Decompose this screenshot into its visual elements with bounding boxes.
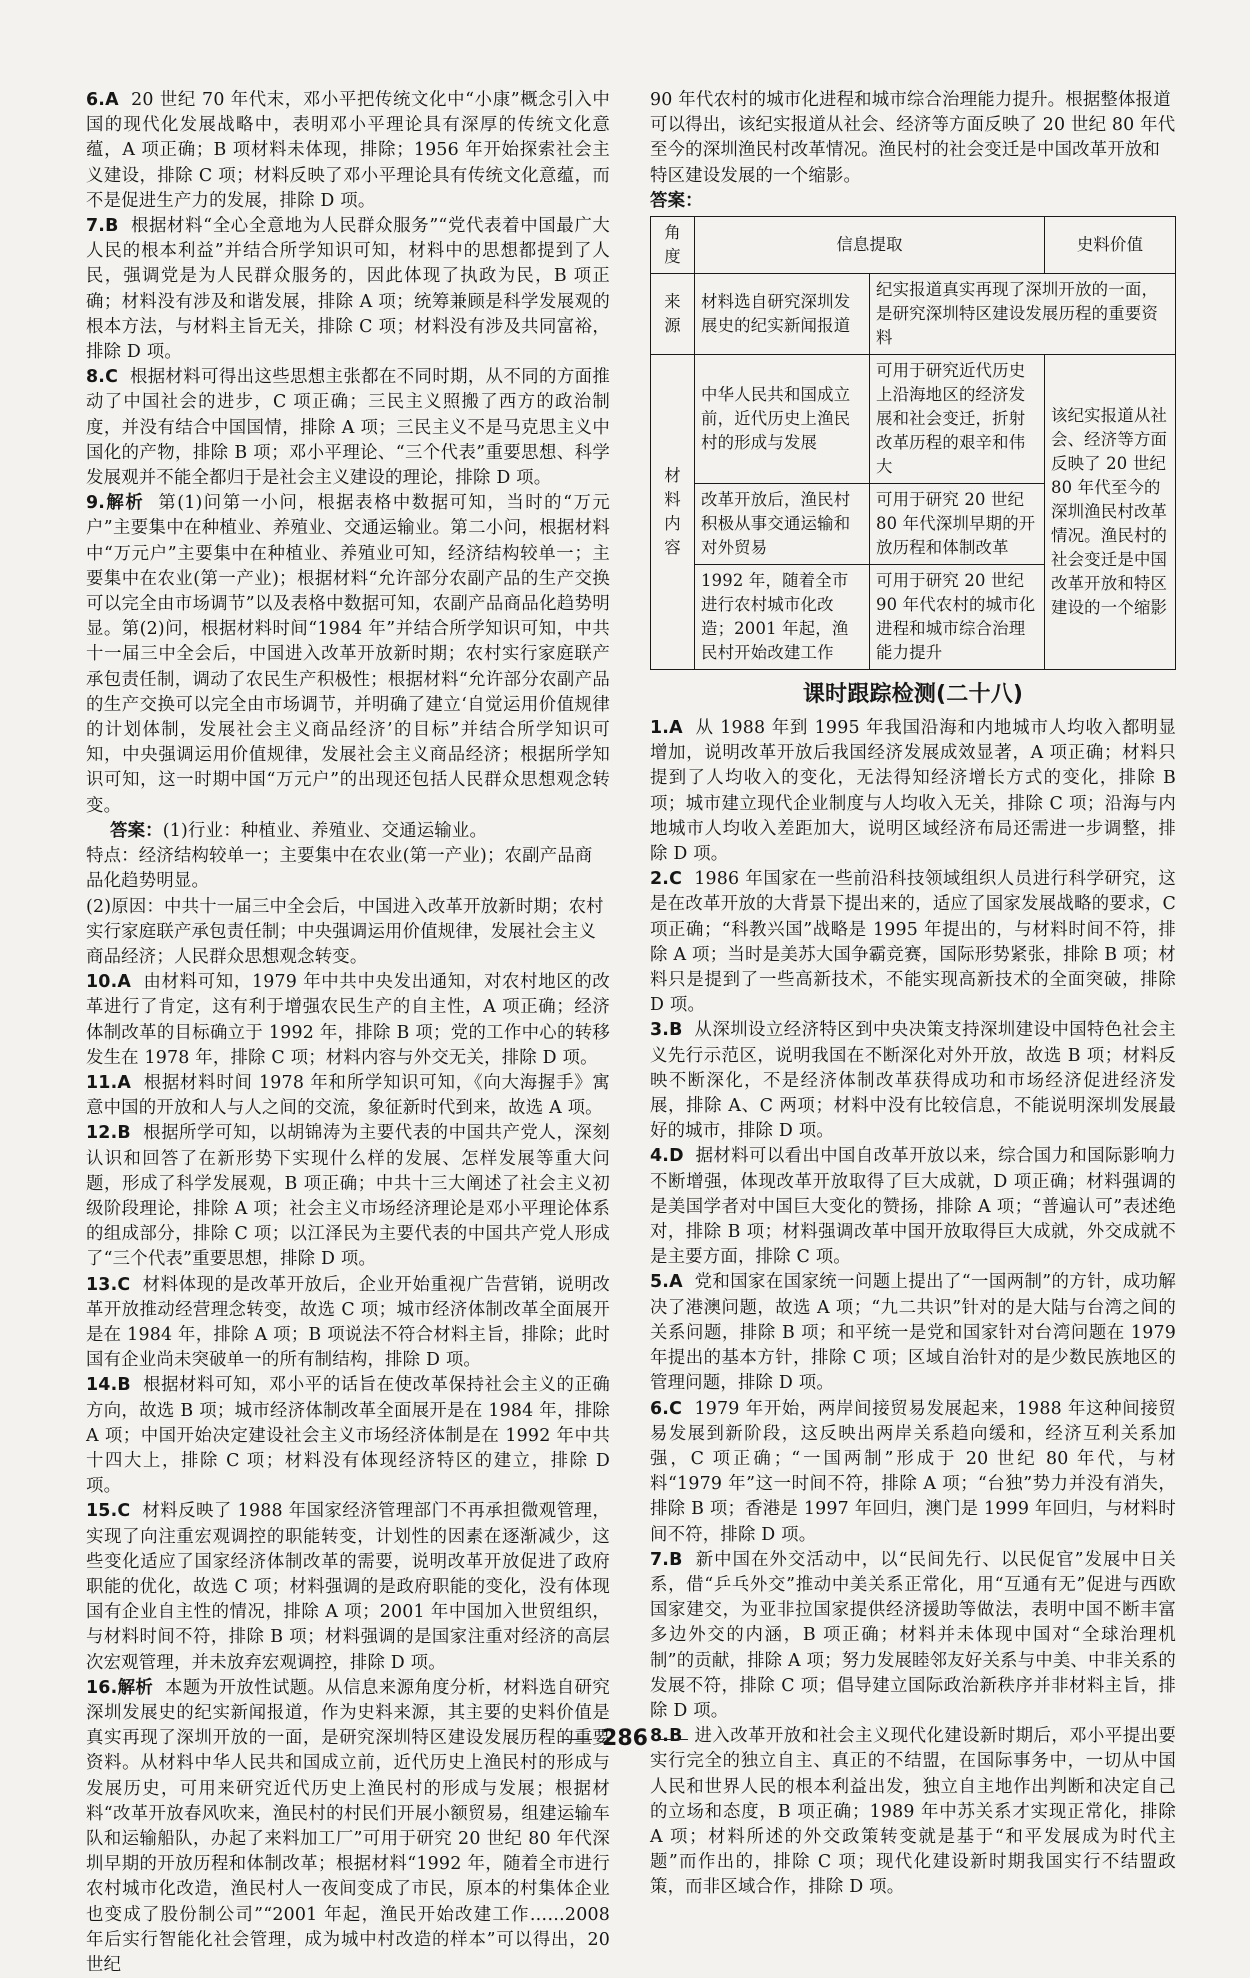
- answer-label: 答案：: [650, 190, 703, 211]
- section-title: 课时跟踪检测(二十八): [802, 682, 1024, 708]
- item-number: 13.C: [86, 1274, 131, 1295]
- item-text: 据材料可以看出中国自改革开放以来，综合国力和国际影响力不断增强，体现改革开放取得了巨大成就，D 项正确；材料强调的是美国学者对中国巨大变化的赞扬，排除 A 项；“普遍认可”表述绝对，排除 B 项；材料强调改革中国开放取得巨大成就，外交成就不是主要方面，排除 C 项。: [650, 1146, 1176, 1268]
- answer-label: 答案：: [110, 820, 163, 841]
- answer-item: [86, 1121, 610, 1272]
- answer-item: [650, 1270, 1176, 1396]
- item-number: 15.C: [86, 1501, 131, 1522]
- answer-item: [86, 1373, 610, 1499]
- item-text: 材料体现的是改革开放后，企业开始重视广告营销，说明改革开放推动经营理念转变，故选 C 项；城市经济体制改革全面展开是在 1984 年，排除 A 项；B 项说法不符合材料主旨，排除；此时国有企业尚未突破单一的所有制结构，排除 D 项。: [86, 1274, 610, 1371]
- item-text: 从 1988 年到 1995 年我国沿海和内地城市人均收入都明显增加，说明改革开放后我国经济发展成效显著，A 项正确；材料只提到了人均收入的变化，无法得知经济增长方式的变化，排除 B 项；城市建立现代企业制度与人均收入无关，排除 C 项；沿海与内地城市人均收入差距加大，说明区域经济布局还需进一步调整，排除 D 项。: [650, 718, 1176, 865]
- answer-item: [650, 1018, 1176, 1144]
- answer-line: 特点：经济结构较单一；主要集中在农业(第一产业)；农副产品商品化趋势明显。: [86, 846, 593, 892]
- answer-block: [86, 819, 610, 844]
- page-number-dash: [562, 1739, 592, 1740]
- item-text: 党和国家在国家统一问题上提出了“一国两制”的方针，成功解决了港澳问题，故选 A 项；“九二共识”针对的是大陆与台湾之间的关系问题，排除 B 项；和平统一是党和国家针对台湾问题在 1979 年提出的基本方针，排除 C 项；区域自治针对的是少数民族地区的管理问题，排除 D 项。: [650, 1272, 1176, 1394]
- item-number: 6.C: [650, 1398, 683, 1419]
- item-number: 2.C: [650, 869, 683, 890]
- answer-item: [650, 1548, 1176, 1724]
- item-number: 5.A: [650, 1272, 683, 1293]
- answer-line: (2)原因：中共十一届三中全会后，中国进入改革开放新时期；农村实行家庭联产承包责任制；中央强调运用价值规律，发展社会主义商品经济；人民群众思想观念转变。: [86, 896, 604, 967]
- item-number: 12.B: [86, 1123, 131, 1144]
- item-text: 根据材料可知，邓小平的话旨在使改革保持社会主义的正确方向，故选 B 项；城市经济体制改革全面展开是在 1984 年，排除 A 项；中国开始决定建设社会主义市场经济体制是在 1992 年中共十四大上，排除 C 项；材料没有体现经济特区的建立，排除 D 项。: [86, 1375, 610, 1497]
- table-row: [651, 274, 1176, 355]
- item-text: 根据材料时间 1978 年和所学知识可知，《向大海握手》寓意中国的开放和人与人之间的交流，象征新时代到来，故选 A 项。: [86, 1072, 610, 1119]
- item-text: 1986 年国家在一些前沿科技领域组织人员进行科学研究，这是在改革开放的大背景下提出来的，适应了国家发展战略的要求，C 项正确；“科教兴国”战略是 1995 年提出的，与材料时间不符，排除 A 项；当时是美苏大国争霸竞赛，国际形势紧张，排除 B 项；材料只是提到了一些高新技术，不能实现高新技术的全面突破，排除 D 项。: [650, 869, 1176, 1016]
- table-cell: 中华人民共和国成立前，近代历史上渔民村的形成与发展: [695, 355, 870, 484]
- page-number-dash: [658, 1739, 688, 1740]
- table-cell: 材料选自研究深圳发展史的纪实新闻报道: [695, 274, 870, 355]
- table-cell: 可用于研究 20 世纪 80 年代深圳早期的开放历程和体制改革: [870, 484, 1045, 565]
- table-cell: 可用于研究近代历史上沿海地区的经济发展和社会变迁，折射改革历程的艰辛和伟大: [870, 355, 1045, 484]
- item-number: 10.A: [86, 972, 132, 993]
- continued-text: 90 年代农村的城市化进程和城市综合治理能力提升。根据整体报道可以得出，该纪实报道从社会、经济等方面反映了 20 世纪 80 年代至今的深圳渔民村改革情况。渔民村的社会变迁是中国改革开放和特区建设发展的一个缩影。: [650, 90, 1176, 186]
- answer-item: [86, 491, 610, 819]
- item-text: 本题为开放性试题。从信息来源角度分析，材料选自研究深圳发展史的纪实新闻报道，作为史料来源，其主要的史料价值是真实再现了深圳开放的一面，是研究深圳特区建设发展历程的重要资料。从材料中华人民共和国成立前，近代历史上渔民村的形成与发展历史，可用来研究近代历史上渔民村的形成与发展；根据材料“改革开放春风吹来，渔民村的村民们开展小额贸易，组建运输车队和运输船队，办起了来料加工厂”可用于研究 20 世纪 80 年代深圳早期的开放历程和体制改革；根据材料“1992 年，随着全市进行农村城市化改造，渔民村人一夜间变成了市民，原本的村集体企业也变成了股份制公司”“2001 年起，渔民开始改建工作……2008 年后实行智能化社会管理，成为城中村改造的样本”可以得出，20 世纪: [86, 1677, 610, 1976]
- answer-item: [650, 1397, 1176, 1548]
- table-header-value: 史料价值: [1045, 217, 1176, 274]
- item-number: 14.B: [86, 1375, 131, 1396]
- item-text: 20 世纪 70 年代末，邓小平把传统文化中“小康”概念引入中国的现代化发展战略中，表明邓小平理论具有深厚的传统文化意蕴，A 项正确；B 项材料未体现，排除；1956 年开始探索社会主义建设，排除 C 项；材料反映了邓小平理论具有传统文化意蕴，而不是促进生产力的发展，排除 D 项。: [86, 90, 610, 211]
- answer-item: [650, 716, 1176, 867]
- item-number: 7.B: [86, 216, 119, 237]
- left-column: [86, 88, 610, 1978]
- item-text: 根据材料“全心全意地为人民群众服务”“党代表着中国最广大人民的根本利益”并结合所学知识可知，材料中的思想都提到了人民，强调党是为人民群众服务的，因此体现了执政为民，B 项正确；材料没有涉及和谐发展，排除 A 项；统筹兼顾是科学发展观的根本方法，与材料主旨无关，排除 C 项；材料没有涉及共同富裕，排除 D 项。: [86, 216, 610, 363]
- item-number: 4.D: [650, 1146, 684, 1167]
- table-cell-label: 来源: [651, 274, 695, 355]
- item-number: 9.解析: [86, 493, 145, 514]
- item-text: 由材料可知，1979 年中共中央发出通知，对农村地区的改革进行了肯定，这有利于增强农民生产的自主性，A 项正确；经济体制改革的目标确立于 1992 年，排除 B 项；党的工作中心的转移发生在 1978 年，排除 C 项；材料内容与外交无关，排除 D 项。: [86, 972, 611, 1068]
- item-text: 新中国在外交活动中，以“民间先行、以民促官”发展中日关系，借“乒乓外交”推动中美关系正常化，用“互通有无”促进与西欧国家建交，为亚非拉国家提供经济援助等做法，表明中国不断丰富多边外交的内涵，B 项正确；材料并未体现中国对“全球治理机制”的贡献，排除 A 项；努力发展睦邻友好关系与中美、中非关系的发展不符，排除 C 项；倡导建立国际政治新秩序并非材料主旨，排除 D 项。: [650, 1549, 1176, 1721]
- item-number: 8.B: [650, 1726, 683, 1747]
- item-number: 16.解析: [86, 1677, 154, 1698]
- item-text: 从深圳设立经济特区到中央决策支持深圳建设中国特色社会主义先行示范区，说明我国在不断深化对外开放，故选 B 项；材料反映不断深化，不是经济体制改革获得成功和市场经济促进经济发展，排除 A、C 两项；材料中没有比较信息，不能说明深圳发展最好的城市，排除 D 项。: [650, 1020, 1176, 1142]
- item-number: 11.A: [86, 1072, 132, 1093]
- table-header-info: 信息提取: [695, 217, 1045, 274]
- item-number: 7.B: [650, 1549, 683, 1570]
- table-header-row: [651, 217, 1176, 274]
- table-cell-summary: 该纪实报道从社会、经济等方面反映了 20 世纪 80 年代至今的深圳渔民村改革情况。渔民村的社会变迁是中国改革开放和特区建设的一个缩影: [1045, 355, 1176, 670]
- item-number: 6.A: [86, 90, 119, 110]
- answer-line: (1)行业：种植业、养殖业、交通运输业。: [162, 820, 488, 841]
- answer-item: [86, 1676, 610, 1978]
- item-text: 根据材料可得出这些思想主张都在不同时期，从不同的方面推动了中国社会的进步，C 项正确；三民主义照搬了西方的政治制度，并没有结合中国国情，排除 A 项；三民主义不是马克思主义中国化的产物，排除 B 项；邓小平理论、“三个代表”重要思想、科学发展观并不能全都归于是社会主义建设的理论，排除 D 项。: [86, 367, 610, 489]
- page-number-text: 286: [602, 1726, 648, 1751]
- table-row: [651, 355, 1176, 484]
- item-number: 1.A: [650, 718, 683, 739]
- answer-item: [86, 365, 610, 491]
- table-cell: 可用于研究 20 世纪 90 年代农村的城市化进程和城市综合治理能力提升: [870, 565, 1045, 670]
- item-text: 1979 年开始，两岸间接贸易发展起来，1988 年这种间接贸易发展到新阶段，这反映出两岸关系趋向缓和，经济互利关系加强，C 项正确；“一国两制”形成于 20 世纪 80 年代，与材料“1979 年”这一时间不符，排除 A 项；“台独”势力并没有消失，排除 B 项；香港是 1997 年回归，澳门是 1999 年回归，与材料时间不符，排除 D 项。: [650, 1398, 1176, 1545]
- item-text: 根据所学可知，以胡锦涛为主要代表的中国共产党人，深刻认识和回答了在新形势下实现什么样的发展、怎样发展等重大问题，形成了科学发展观，B 项正确；中共十三大阐述了社会主义初级阶段理论，排除 A 项；社会主义市场经济理论是邓小平理论体系的组成部分，排除 C 项；以江泽民为主要代表的中国共产党人形成了“三个代表”重要思想，排除 D 项。: [86, 1123, 610, 1270]
- item-text: 材料反映了 1988 年国家经济管理部门不再承担微观管理，实现了向注重宏观调控的职能转变，计划性的因素在逐渐减少，这些变化适应了国家经济体制改革的需要，说明改革开放促进了政府职能的优化，故选 C 项；材料强调的是政府职能的变化，没有体现国有企业自主性的情况，排除 A 项；2001 年中国加入世贸组织，与材料时间不符，排除 B 项；材料强调的是国家注重对经济的高层次宏观管理，并未放弃宏观调控，排除 D 项。: [86, 1501, 610, 1673]
- item-number: 8.C: [86, 367, 119, 388]
- answer-item: [86, 1273, 610, 1374]
- source-analysis-table: [650, 216, 1176, 670]
- answer-item: [86, 1071, 610, 1121]
- item-number: 3.B: [650, 1020, 683, 1041]
- table-header-angle: 角度: [651, 217, 695, 274]
- page-number: [0, 1726, 1250, 1751]
- table-cell: 纪实报道真实再现了深圳开放的一面，是研究深圳特区建设发展历程的重要资料: [870, 274, 1176, 355]
- right-column: [650, 88, 1176, 1901]
- answer-item: [86, 88, 610, 214]
- answer-item: [86, 970, 610, 1071]
- item-text: 第(1)问第一小问，根据表格中数据可知，当时的“万元户”主要集中在种植业、养殖业、交通运输业。第二小问，根据材料中“万元户”主要集中在种植业、养殖业可知，经济结构较单一；主要集中在农业(第一产业)；根据材料“允许部分农副产品的生产交换可以完全由市场调节”以及表格中数据可知，农副产品商品化趋势明显。第(2)问，根据材料时间“1984 年”并结合所学知识可知，中共十一届三中全会后，中国进入改革开放新时期；农村实行家庭联产承包责任制，调动了农民生产积极性；根据材料“允许部分农副产品的生产交换可以完全由市场调节，并明确了建立‘自觉运用价值规律的计划体制，发展社会主义商品经济’的目标”并结合所学知识可知，中央强调运用价值规律，发展社会主义商品经济；根据所学知识可知，这一时期中国“万元户”的出现还包括人民群众思想观念转变。: [86, 493, 610, 816]
- table-cell-label: 材料内容: [651, 355, 695, 670]
- answer-item: [86, 1499, 610, 1675]
- answer-item: [650, 1144, 1176, 1270]
- item-text: 进入改革开放和社会主义现代化建设新时期后，邓小平提出要实行完全的独立自主、真正的不结盟，在国际事务中，一切从中国人民和世界人民的根本利益出发，独立自主地作出判断和决定自己的立场和态度，B 项正确；1989 年中苏关系才实现正常化，排除 A 项；材料所述的外交政策转变就是基于“和平发展成为时代主题”而作出的，排除 C 项；现代化建设新时期我国实行不结盟政策，而非区域合作，排除 D 项。: [650, 1726, 1176, 1898]
- answer-item: [86, 214, 610, 365]
- table-cell: 改革开放后，渔民村积极从事交通运输和对外贸易: [695, 484, 870, 565]
- answer-item: [650, 867, 1176, 1018]
- table-cell: 1992 年，随着全市进行农村城市化改造；2001 年起，渔民村开始改建工作: [695, 565, 870, 670]
